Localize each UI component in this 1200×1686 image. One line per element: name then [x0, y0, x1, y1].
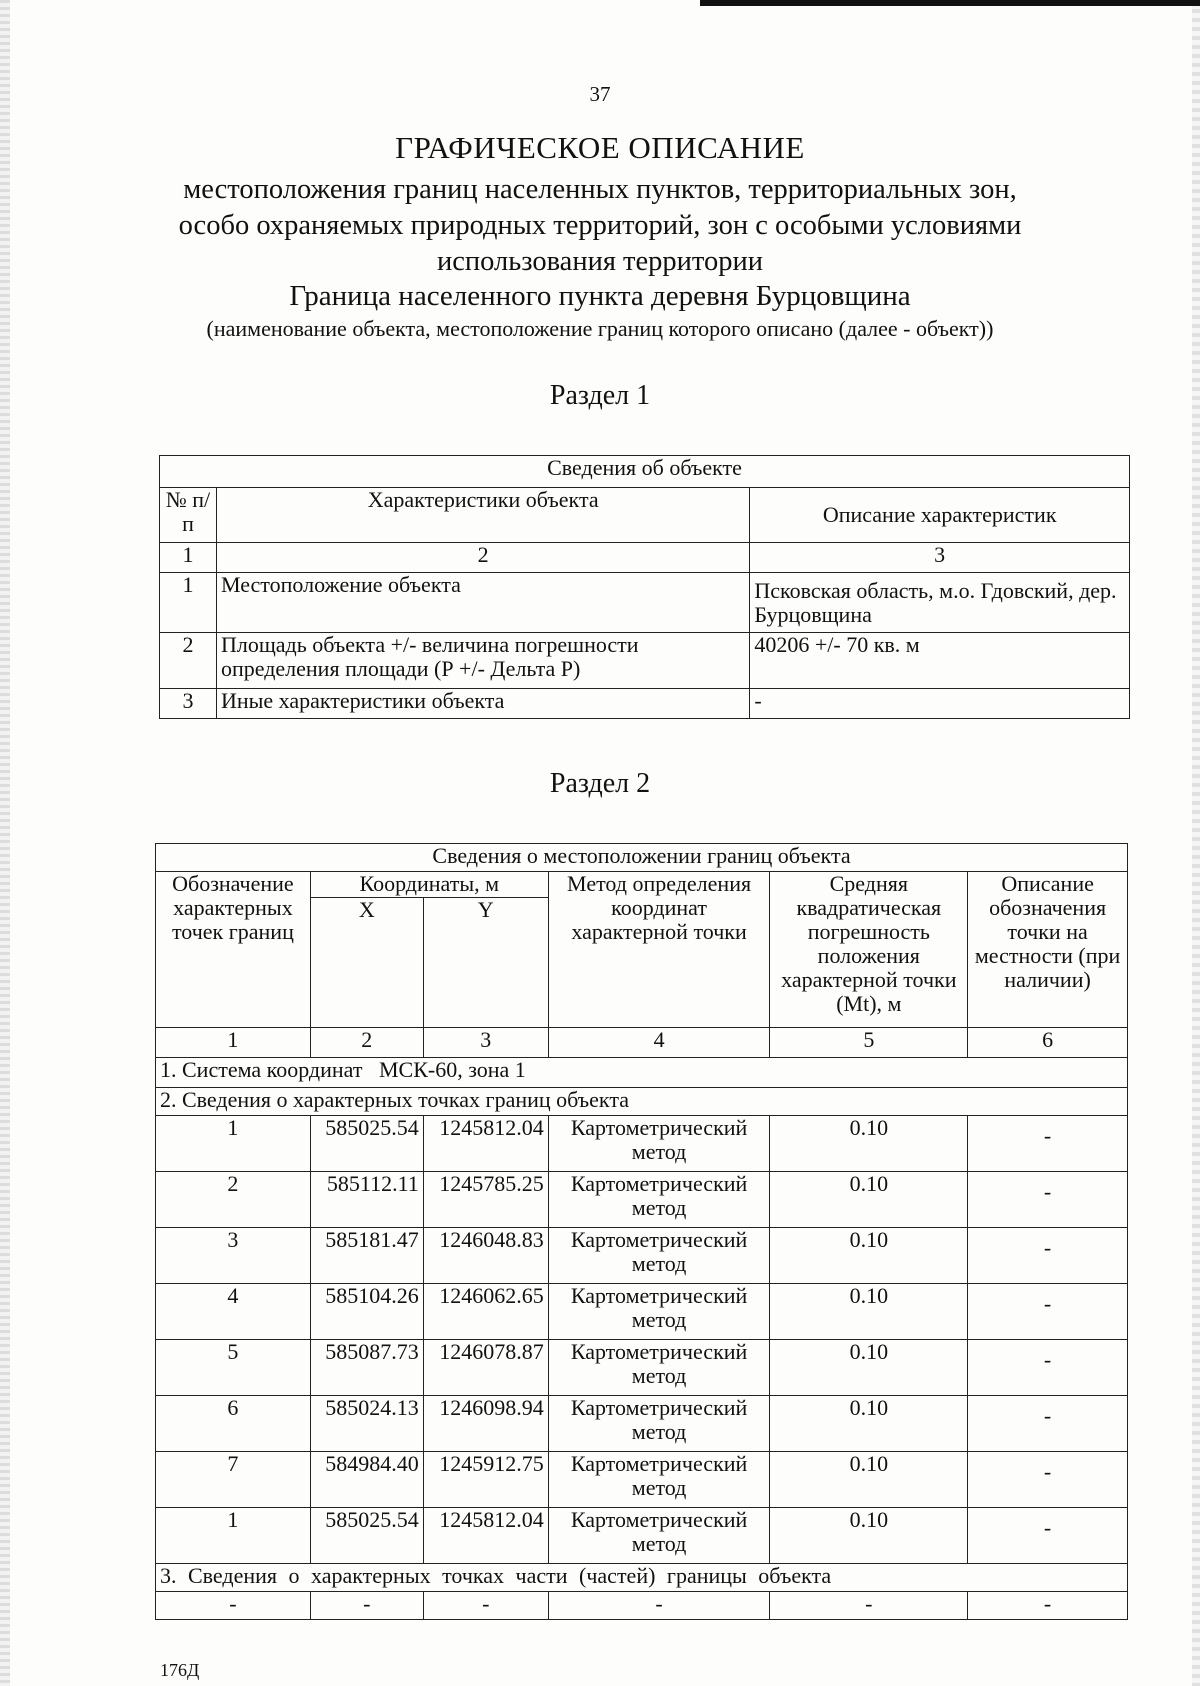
table-row — [156, 1340, 1128, 1396]
point-error: 0.10 — [770, 1284, 968, 1340]
point-method: Картометрический метод — [548, 1452, 770, 1508]
point-error: 0.10 — [770, 1172, 968, 1228]
col-number: 1 — [156, 1028, 311, 1058]
row-description: Псковская область, м.о. Гдовский, дер. Бурцовщина — [750, 573, 1130, 633]
document-title: ГРАФИЧЕСКОЕ ОПИСАНИЕ — [395, 130, 805, 165]
header-x: X — [310, 898, 423, 1028]
header-num: № п/п — [160, 488, 217, 543]
point-method: Картометрический метод — [548, 1508, 770, 1564]
table-row — [156, 1284, 1128, 1340]
table-row — [156, 1452, 1128, 1508]
table-row — [160, 633, 1130, 689]
row-num: 1 — [160, 573, 217, 633]
point-error: 0.10 — [770, 1228, 968, 1284]
parts-cell: - — [156, 1592, 311, 1620]
header-y: Y — [423, 898, 548, 1028]
point-error: 0.10 — [770, 1508, 968, 1564]
row-characteristic: Местоположение объекта — [216, 573, 749, 633]
section2-title: Раздел 2 — [549, 768, 651, 799]
point-x: 585025.54 — [310, 1116, 423, 1172]
header-description: Описание характеристик — [750, 488, 1130, 543]
col-number: 2 — [310, 1028, 423, 1058]
point-error: 0.10 — [770, 1116, 968, 1172]
point-description: - — [968, 1508, 1128, 1564]
point-x: 584984.40 — [310, 1452, 423, 1508]
point-description: - — [968, 1172, 1128, 1228]
header-characteristics: Характеристики объекта — [216, 488, 749, 543]
point-error: 0.10 — [770, 1340, 968, 1396]
parts-cell: - — [770, 1592, 968, 1620]
point-x: 585025.54 — [310, 1508, 423, 1564]
point-id: 4 — [156, 1284, 311, 1340]
row-description: - — [750, 689, 1130, 719]
subtitle-line: особо охраняемых природных территорий, зон с особыми условиями — [178, 210, 1022, 241]
point-description: - — [968, 1284, 1128, 1340]
point-error: 0.10 — [770, 1452, 968, 1508]
scan-top-bar — [700, 0, 1200, 6]
point-method: Картометрический метод — [548, 1228, 770, 1284]
table-title: Сведения о местоположении границ объекта — [156, 844, 1128, 872]
point-y: 1246048.83 — [423, 1228, 548, 1284]
point-method: Картометрический метод — [548, 1340, 770, 1396]
subtitle-line: местоположения границ населенных пунктов, территориальных зон, — [183, 174, 1017, 205]
col-number: 2 — [216, 543, 749, 573]
col-number: 3 — [423, 1028, 548, 1058]
subtitle-line: использования территории — [437, 246, 763, 277]
point-y: 1246062.65 — [423, 1284, 548, 1340]
object-caption: (наименование объекта, местоположение границ которого описано (далее - объект)) — [206, 316, 994, 341]
header-coordinates: Координаты, м — [310, 872, 548, 898]
point-y: 1245812.04 — [423, 1508, 548, 1564]
point-y: 1245785.25 — [423, 1172, 548, 1228]
footer-code: 176Д — [160, 1660, 200, 1680]
point-y: 1246098.94 — [423, 1396, 548, 1452]
point-x: 585112.11 — [310, 1172, 423, 1228]
point-id: 3 — [156, 1228, 311, 1284]
coordinate-system: 1. Система координат МСК-60, зона 1 — [156, 1058, 1128, 1088]
parts-heading: 3. Сведения о характерных точках части (частей) границы объекта — [156, 1564, 1128, 1592]
table-row — [156, 1592, 1128, 1620]
col-number: 6 — [968, 1028, 1128, 1058]
col-number: 3 — [750, 543, 1130, 573]
table-row — [156, 1396, 1128, 1452]
point-x: 585087.73 — [310, 1340, 423, 1396]
boundary-points-table — [155, 843, 1128, 1620]
point-y: 1245912.75 — [423, 1452, 548, 1508]
table-row — [160, 689, 1130, 719]
table-title: Сведения об объекте — [160, 456, 1130, 488]
point-id: 1 — [156, 1116, 311, 1172]
point-method: Картометрический метод — [548, 1284, 770, 1340]
point-y: 1245812.04 — [423, 1116, 548, 1172]
header-point-description: Описание обозначения точки на местности (при наличии) — [968, 872, 1128, 1028]
point-id: 6 — [156, 1396, 311, 1452]
table-row — [160, 573, 1130, 633]
point-description: - — [968, 1228, 1128, 1284]
parts-cell: - — [968, 1592, 1128, 1620]
section1-title: Раздел 1 — [549, 380, 651, 411]
row-description: 40206 +/- 70 кв. м — [750, 633, 1130, 689]
point-method: Картометрический метод — [548, 1396, 770, 1452]
col-number: 5 — [770, 1028, 968, 1058]
object-info-table — [159, 455, 1130, 719]
table-row — [156, 1172, 1128, 1228]
point-x: 585104.26 — [310, 1284, 423, 1340]
row-num: 2 — [160, 633, 217, 689]
parts-cell: - — [423, 1592, 548, 1620]
point-method: Картометрический метод — [548, 1172, 770, 1228]
document-subtitle — [0, 172, 1200, 280]
points-heading: 2. Сведения о характерных точках границ объекта — [156, 1088, 1128, 1116]
col-number: 4 — [548, 1028, 770, 1058]
point-error: 0.10 — [770, 1396, 968, 1452]
point-description: - — [968, 1396, 1128, 1452]
header-error: Средняя квадратическая погрешность положения характерной точки (Mt), м — [770, 872, 968, 1028]
point-id: 1 — [156, 1508, 311, 1564]
point-id: 5 — [156, 1340, 311, 1396]
row-characteristic: Площадь объекта +/- величина погрешности определения площади (Р +/- Дельта Р) — [216, 633, 749, 689]
points-list — [156, 1116, 1128, 1564]
point-x: 585181.47 — [310, 1228, 423, 1284]
table-row — [156, 1508, 1128, 1564]
page-number: 37 — [589, 82, 611, 106]
point-description: - — [968, 1340, 1128, 1396]
point-description: - — [968, 1116, 1128, 1172]
point-x: 585024.13 — [310, 1396, 423, 1452]
row-characteristic: Иные характеристики объекта — [216, 689, 749, 719]
header-method: Метод определения координат характерной точки — [548, 872, 770, 1028]
table-row — [156, 1116, 1128, 1172]
point-y: 1246078.87 — [423, 1340, 548, 1396]
object-name: Граница населенного пункта деревня Бурцовщина — [289, 280, 911, 312]
point-id: 2 — [156, 1172, 311, 1228]
point-id: 7 — [156, 1452, 311, 1508]
point-description: - — [968, 1452, 1128, 1508]
col-number: 1 — [160, 543, 217, 573]
point-method: Картометрический метод — [548, 1116, 770, 1172]
parts-cell: - — [310, 1592, 423, 1620]
parts-cell: - — [548, 1592, 770, 1620]
table-row — [156, 1228, 1128, 1284]
header-designation: Обозначение характерных точек границ — [156, 872, 311, 1028]
row-num: 3 — [160, 689, 217, 719]
